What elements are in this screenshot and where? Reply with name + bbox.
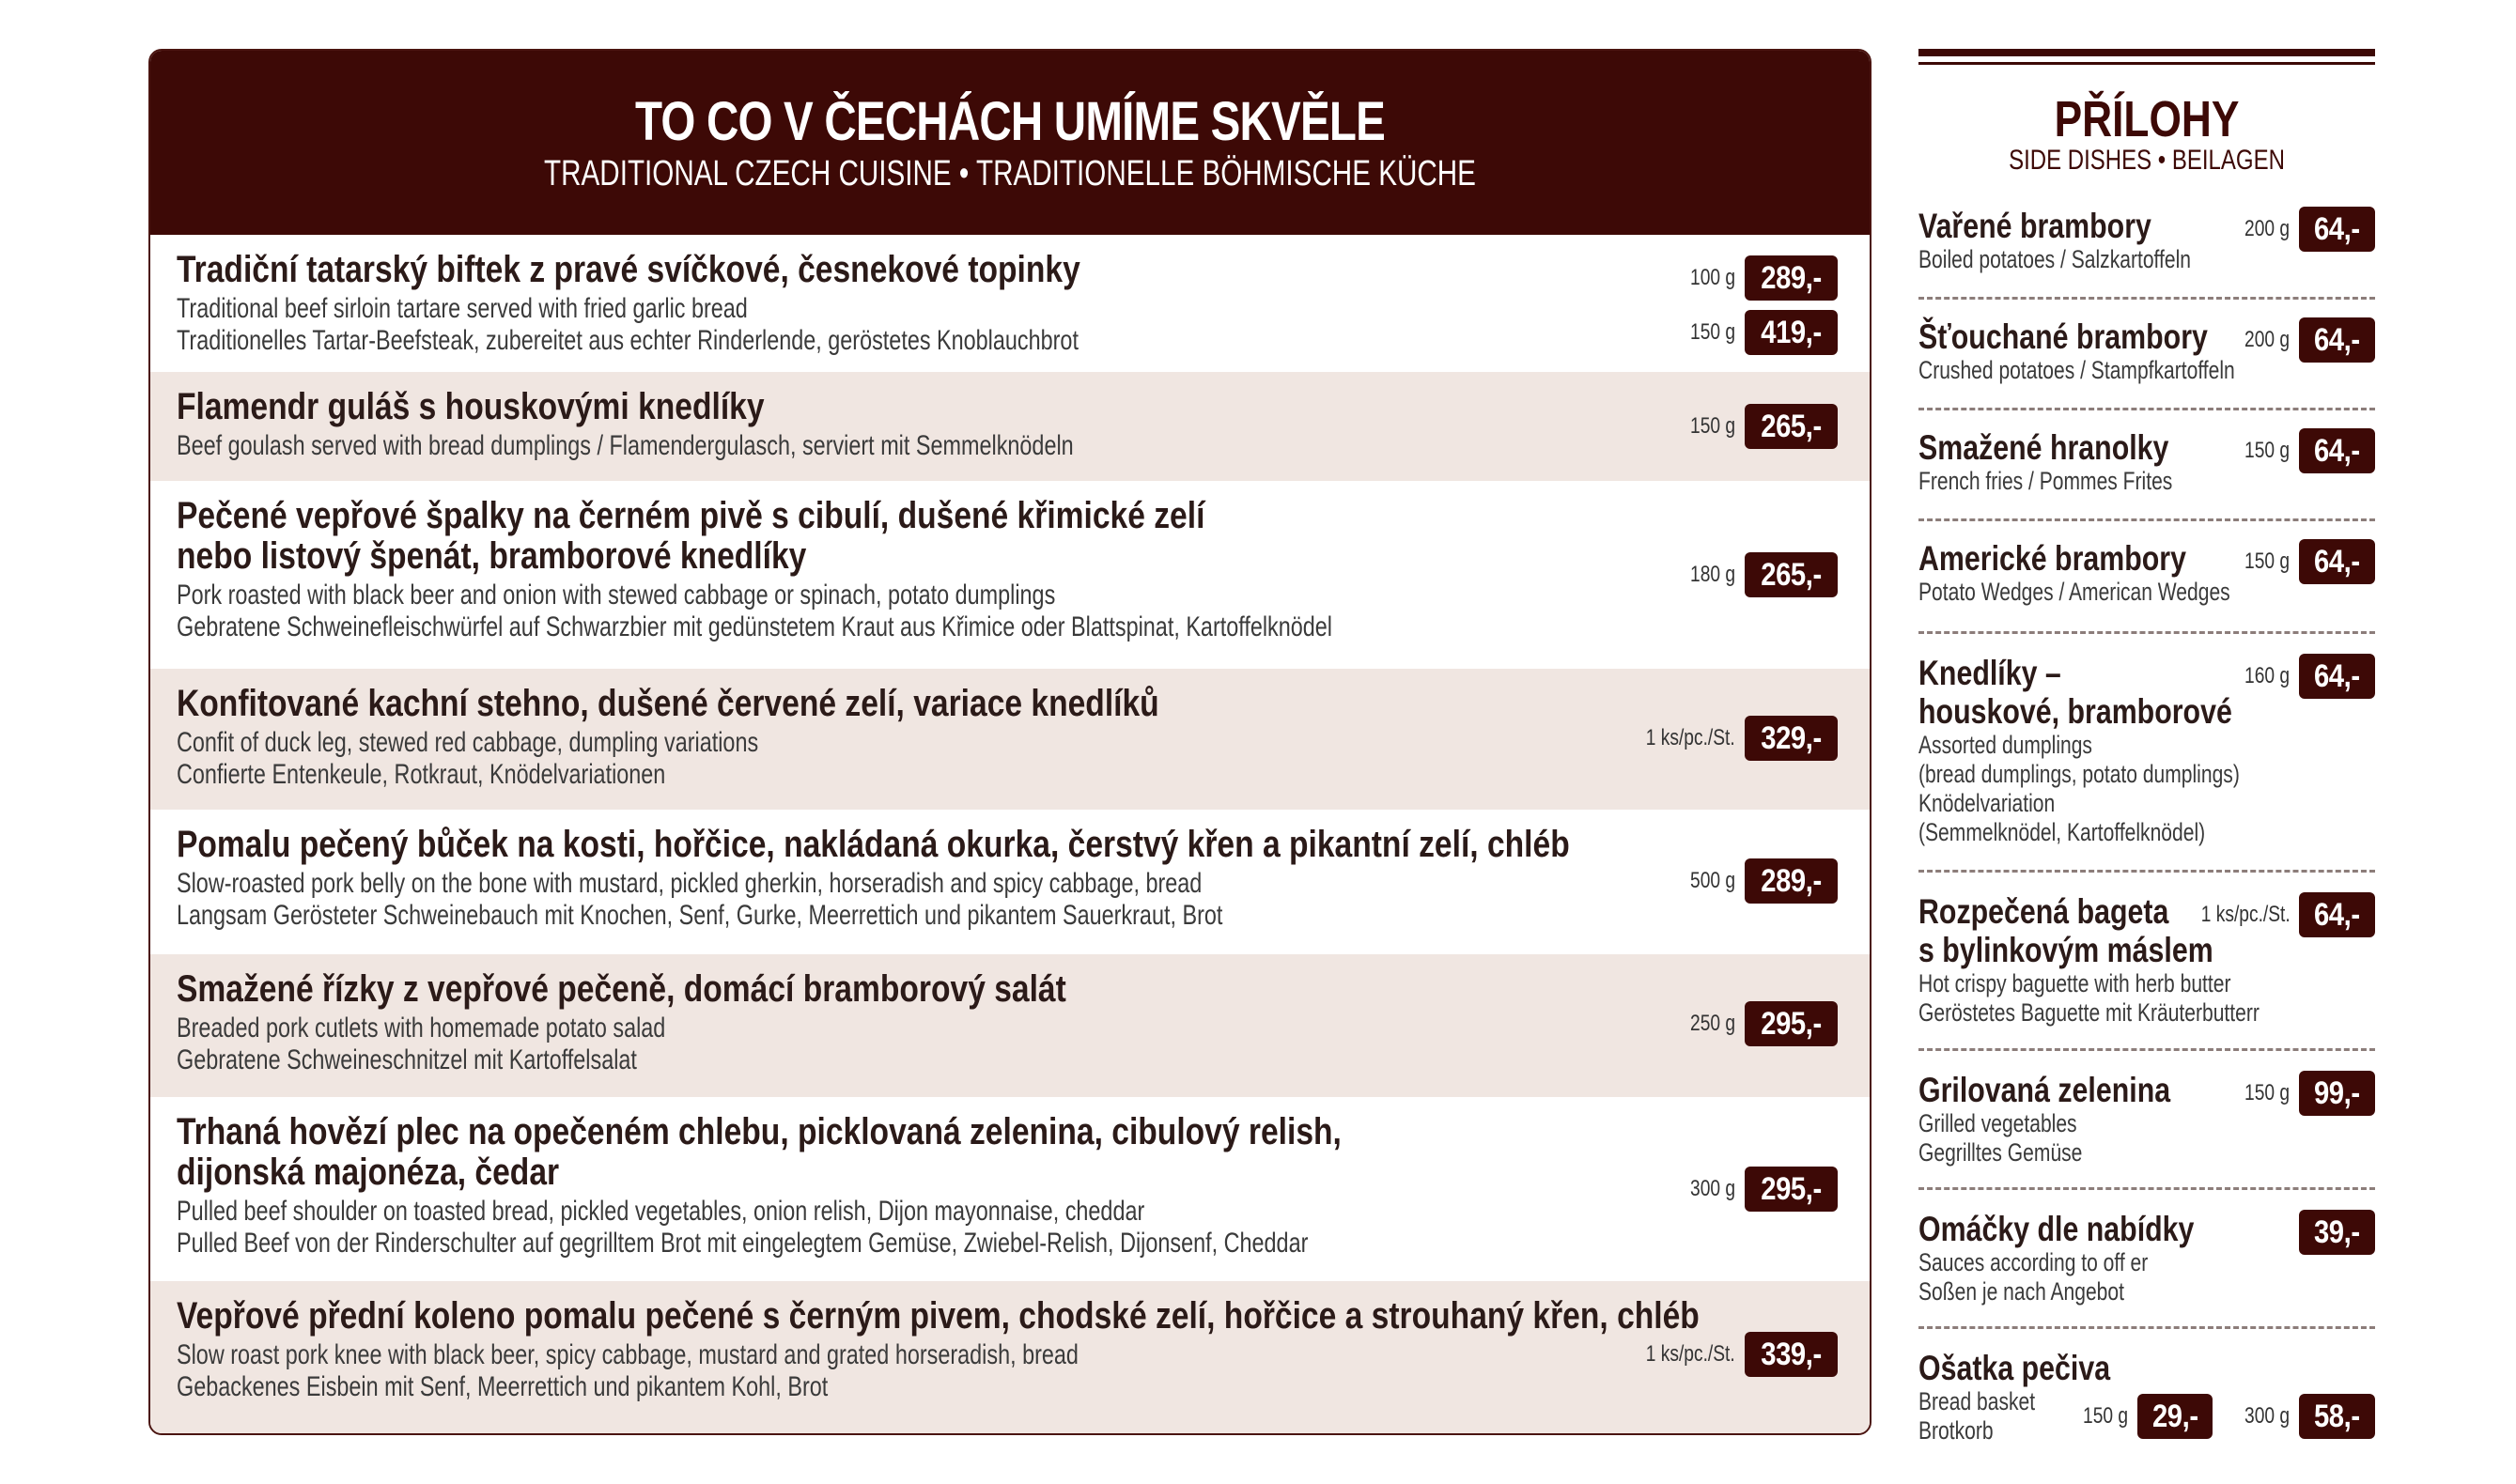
price-badge: 329,-	[1745, 716, 1838, 761]
price-line	[1679, 404, 1838, 449]
side-item-name: Rozpečená bageta	[1918, 892, 2169, 931]
price-badge: 64,-	[2299, 428, 2375, 473]
divider	[1918, 408, 2375, 410]
price-line	[2233, 207, 2375, 252]
dish-name-line2: dijonská majonéza, čedar	[177, 1152, 560, 1193]
weight-label: 1 ks/pc./St.	[2200, 902, 2291, 927]
side-item	[1918, 317, 2375, 385]
dish-name: Smažené řízky z vepřové pečeně, domácí bramborový salát	[177, 968, 1066, 1010]
side-subtitle: SIDE DISHES • BEILAGEN	[2009, 145, 2285, 176]
price-badge: 58,-	[2299, 1394, 2375, 1439]
price-line	[1679, 310, 1838, 355]
weight-label: 1 ks/pc./St.	[1646, 1341, 1735, 1367]
side-item	[1918, 1210, 2375, 1306]
weight-label: 250 g	[1689, 1011, 1735, 1036]
price-badge: 64,-	[2299, 654, 2375, 699]
price-badge: 289,-	[1745, 255, 1838, 301]
price-line	[2233, 317, 2375, 363]
side-item-desc: Sauces according to off er	[1918, 1248, 2149, 1276]
side-item-desc: Crushed potatoes / Stampfkartoffeln	[1918, 356, 2235, 384]
dish-desc-en: Slow roast pork knee with black beer, spicy cabbage, mustard and grated horseradish, bread	[177, 1339, 1079, 1370]
weight-label: 300 g	[2244, 1403, 2291, 1429]
weight-label: 150 g	[2082, 1403, 2128, 1429]
side-item	[1918, 1071, 2375, 1167]
dish-desc-de: Gebratene Schweineschnitzel mit Kartoffelsalat	[177, 1044, 637, 1075]
side-item	[1918, 428, 2375, 496]
price-line	[1679, 255, 1838, 301]
dish-desc-de: Confierte Entenkeule, Rotkraut, Knödelvariationen	[177, 759, 666, 790]
price-badge: 29,-	[2137, 1394, 2213, 1439]
divider	[1918, 631, 2375, 634]
weight-label: 150 g	[1689, 413, 1735, 439]
price-badge: 64,-	[2299, 539, 2375, 584]
price-line	[1679, 1001, 1838, 1046]
price-badge: 64,-	[2299, 317, 2375, 363]
weight-label: 500 g	[1689, 868, 1735, 893]
dish-desc-en: Pork roasted with black beer and onion with stewed cabbage or spinach, potato dumplings	[177, 580, 1056, 611]
weight-label: 150 g	[2244, 549, 2291, 574]
dish-name: Tradiční tatarský biftek z pravé svíčkové, česnekové topinky	[177, 249, 1080, 290]
price-badge: 99,-	[2299, 1071, 2375, 1116]
main-header	[150, 51, 1870, 235]
side-item-name: Knedlíky –	[1918, 654, 2061, 692]
weight-label: 300 g	[1689, 1176, 1735, 1201]
price-badge: 289,-	[1745, 858, 1838, 904]
weight-label: 150 g	[1689, 319, 1735, 345]
price-badge: 64,-	[2299, 892, 2375, 937]
weight-label: 1 ks/pc./St.	[1646, 725, 1735, 750]
dish-name: Konfitované kachní stehno, dušené červené zelí, variace knedlíků	[177, 683, 1159, 724]
weight-label: 150 g	[2244, 438, 2291, 463]
dish-desc-en: Slow-roasted pork belly on the bone with mustard, pickled gherkin, horseradish and spicy cabbage, bread	[177, 868, 1203, 899]
price-line	[2179, 892, 2375, 937]
divider	[1918, 870, 2375, 873]
divider	[1918, 518, 2375, 521]
dish-name-line2: nebo listový špenát, bramborové knedlíky	[177, 535, 807, 577]
side-item	[1918, 892, 2375, 1028]
side-item-name: Vařené brambory	[1918, 207, 2151, 245]
menu-item	[150, 669, 1870, 810]
price-line	[2233, 1071, 2375, 1116]
divider	[1918, 297, 2375, 300]
price-badge: 39,-	[2299, 1210, 2375, 1255]
weight-label: 100 g	[1689, 265, 1735, 290]
weight-label: 200 g	[2244, 216, 2291, 241]
side-item-name-line2: houskové, bramborové	[1918, 692, 2232, 731]
price-badge: 265,-	[1745, 404, 1838, 449]
dish-desc-en: Confit of duck leg, stewed red cabbage, dumpling variations	[177, 727, 759, 758]
price-badge: 295,-	[1745, 1001, 1838, 1046]
side-item-desc: Soßen je nach Angebot	[1918, 1277, 2124, 1306]
side-item	[1918, 1349, 2375, 1445]
side-item-name: Americké brambory	[1918, 539, 2186, 578]
menu-item	[150, 1097, 1870, 1281]
side-item-name: Šťouchané brambory	[1918, 317, 2208, 356]
side-item-desc: Potato Wedges / American Wedges	[1918, 578, 2230, 606]
menu-item	[150, 954, 1870, 1097]
side-item	[1918, 654, 2375, 847]
side-item-name-line2: s bylinkovým máslem	[1918, 931, 2213, 969]
side-item-desc: Knödelvariation	[1918, 789, 2056, 817]
price-line	[1679, 1167, 1838, 1212]
price-badge: 419,-	[1745, 310, 1838, 355]
side-item-desc: Hot crispy baguette with herb butter	[1918, 969, 2231, 997]
menu-item	[150, 810, 1870, 954]
menu-item	[150, 235, 1870, 372]
weight-label: 180 g	[1689, 562, 1735, 587]
price-line	[1679, 858, 1838, 904]
price-line	[1679, 552, 1838, 597]
side-dishes-panel	[1918, 49, 2375, 1445]
weight-label: 150 g	[2244, 1080, 2291, 1105]
side-item-desc: French fries / Pommes Frites	[1918, 467, 2173, 495]
dish-name: Trhaná hovězí plec na opečeném chlebu, picklovaná zelenina, cibulový relish,	[177, 1111, 1342, 1152]
dish-desc-de: Traditionelles Tartar-Beefsteak, zubereitet aus echter Rinderlende, geröstetes Knoblauchbrot	[177, 325, 1079, 356]
side-item-desc: Bread basket	[1918, 1387, 2036, 1415]
dish-desc-de: Gebackenes Eisbein mit Senf, Meerrettich und pikantem Kohl, Brot	[177, 1371, 829, 1402]
menu-item	[150, 481, 1870, 669]
divider	[1918, 1187, 2375, 1190]
dish-desc: Beef goulash served with bread dumplings / Flamendergulasch, serviert mit Semmelknödeln	[177, 430, 1074, 461]
side-item-name: Ošatka pečiva	[1918, 1349, 2111, 1387]
menu-item	[150, 372, 1870, 481]
top-rule-thin	[1918, 62, 2375, 65]
price-badge: 265,-	[1745, 552, 1838, 597]
top-rule	[1918, 49, 2375, 56]
side-item-desc: (Semmelknödel, Kartoffelknödel)	[1918, 818, 2206, 846]
main-menu-card	[148, 49, 1871, 1435]
price-badge: 339,-	[1745, 1332, 1838, 1377]
price-line	[2233, 428, 2375, 473]
dish-desc-en: Traditional beef sirloin tartare served with fried garlic bread	[177, 293, 748, 324]
side-item-desc: Assorted dumplings	[1918, 731, 2092, 759]
price-line	[2233, 654, 2375, 699]
side-item	[1918, 539, 2375, 607]
side-item-desc: Grilled vegetables	[1918, 1109, 2077, 1137]
side-item-desc: Boiled potatoes / Salzkartoffeln	[1918, 245, 2191, 273]
price-line	[2072, 1394, 2375, 1439]
weight-label: 200 g	[2244, 327, 2291, 352]
dish-desc-de: Langsam Gerösteter Schweinebauch mit Knochen, Senf, Gurke, Meerrettich und pikantem Sauerkraut, Brot	[177, 900, 1223, 931]
divider	[1918, 1326, 2375, 1329]
dish-desc-de: Gebratene Schweinefleischwürfel auf Schwarzbier mit gedünstetem Kraut aus Křimice oder Blattspinat, Kartoffelknödel	[177, 611, 1332, 642]
page-title: TO CO V ČECHÁCH UMÍME SKVĚLE	[635, 91, 1385, 152]
price-line	[2299, 1210, 2375, 1255]
side-title: PŘÍLOHY	[2054, 91, 2240, 147]
side-item-name: Smažené hranolky	[1918, 428, 2169, 467]
weight-label: 160 g	[2244, 663, 2291, 688]
divider	[1918, 1048, 2375, 1051]
price-line	[1623, 1332, 1838, 1377]
side-item-desc: Geröstetes Baguette mit Kräuterbutterr	[1918, 998, 2260, 1027]
dish-name: Vepřové přední koleno pomalu pečené s černým pivem, chodské zelí, hořčice a strouhaný křen, chléb	[177, 1295, 1700, 1337]
price-line	[1623, 716, 1838, 761]
menu-item	[150, 1281, 1870, 1433]
dish-desc-en: Pulled beef shoulder on toasted bread, pickled vegetables, onion relish, Dijon mayonnaise, cheddar	[177, 1196, 1145, 1227]
side-item-name: Grilovaná zelenina	[1918, 1071, 2171, 1109]
side-item	[1918, 207, 2375, 274]
side-item-desc: Gegrilltes Gemüse	[1918, 1138, 2083, 1167]
price-badge: 64,-	[2299, 207, 2375, 252]
dish-name: Pomalu pečený bůček na kosti, hořčice, nakládaná okurka, čerstvý křen a pikantní zelí, chléb	[177, 824, 1570, 865]
side-item-name: Omáčky dle nabídky	[1918, 1210, 2195, 1248]
dish-name: Pečené vepřové špalky na černém pivě s cibulí, dušené křimické zelí	[177, 495, 1205, 536]
page-subtitle: TRADITIONAL CZECH CUISINE • TRADITIONELLE BÖHMISCHE KÜCHE	[544, 154, 1476, 193]
side-item-desc: (bread dumplings, potato dumplings)	[1918, 760, 2240, 788]
dish-name: Flamendr guláš s houskovými knedlíky	[177, 386, 765, 427]
dish-desc-en: Breaded pork cutlets with homemade potato salad	[177, 1013, 666, 1043]
price-line	[2233, 539, 2375, 584]
side-item-desc: Brotkorb	[1918, 1416, 1994, 1445]
price-badge: 295,-	[1745, 1167, 1838, 1212]
dish-desc-de: Pulled Beef von der Rinderschulter auf gegrilltem Brot mit eingelegtem Gemüse, Zwiebel-Relish, Dijonsenf, Cheddar	[177, 1228, 1309, 1259]
